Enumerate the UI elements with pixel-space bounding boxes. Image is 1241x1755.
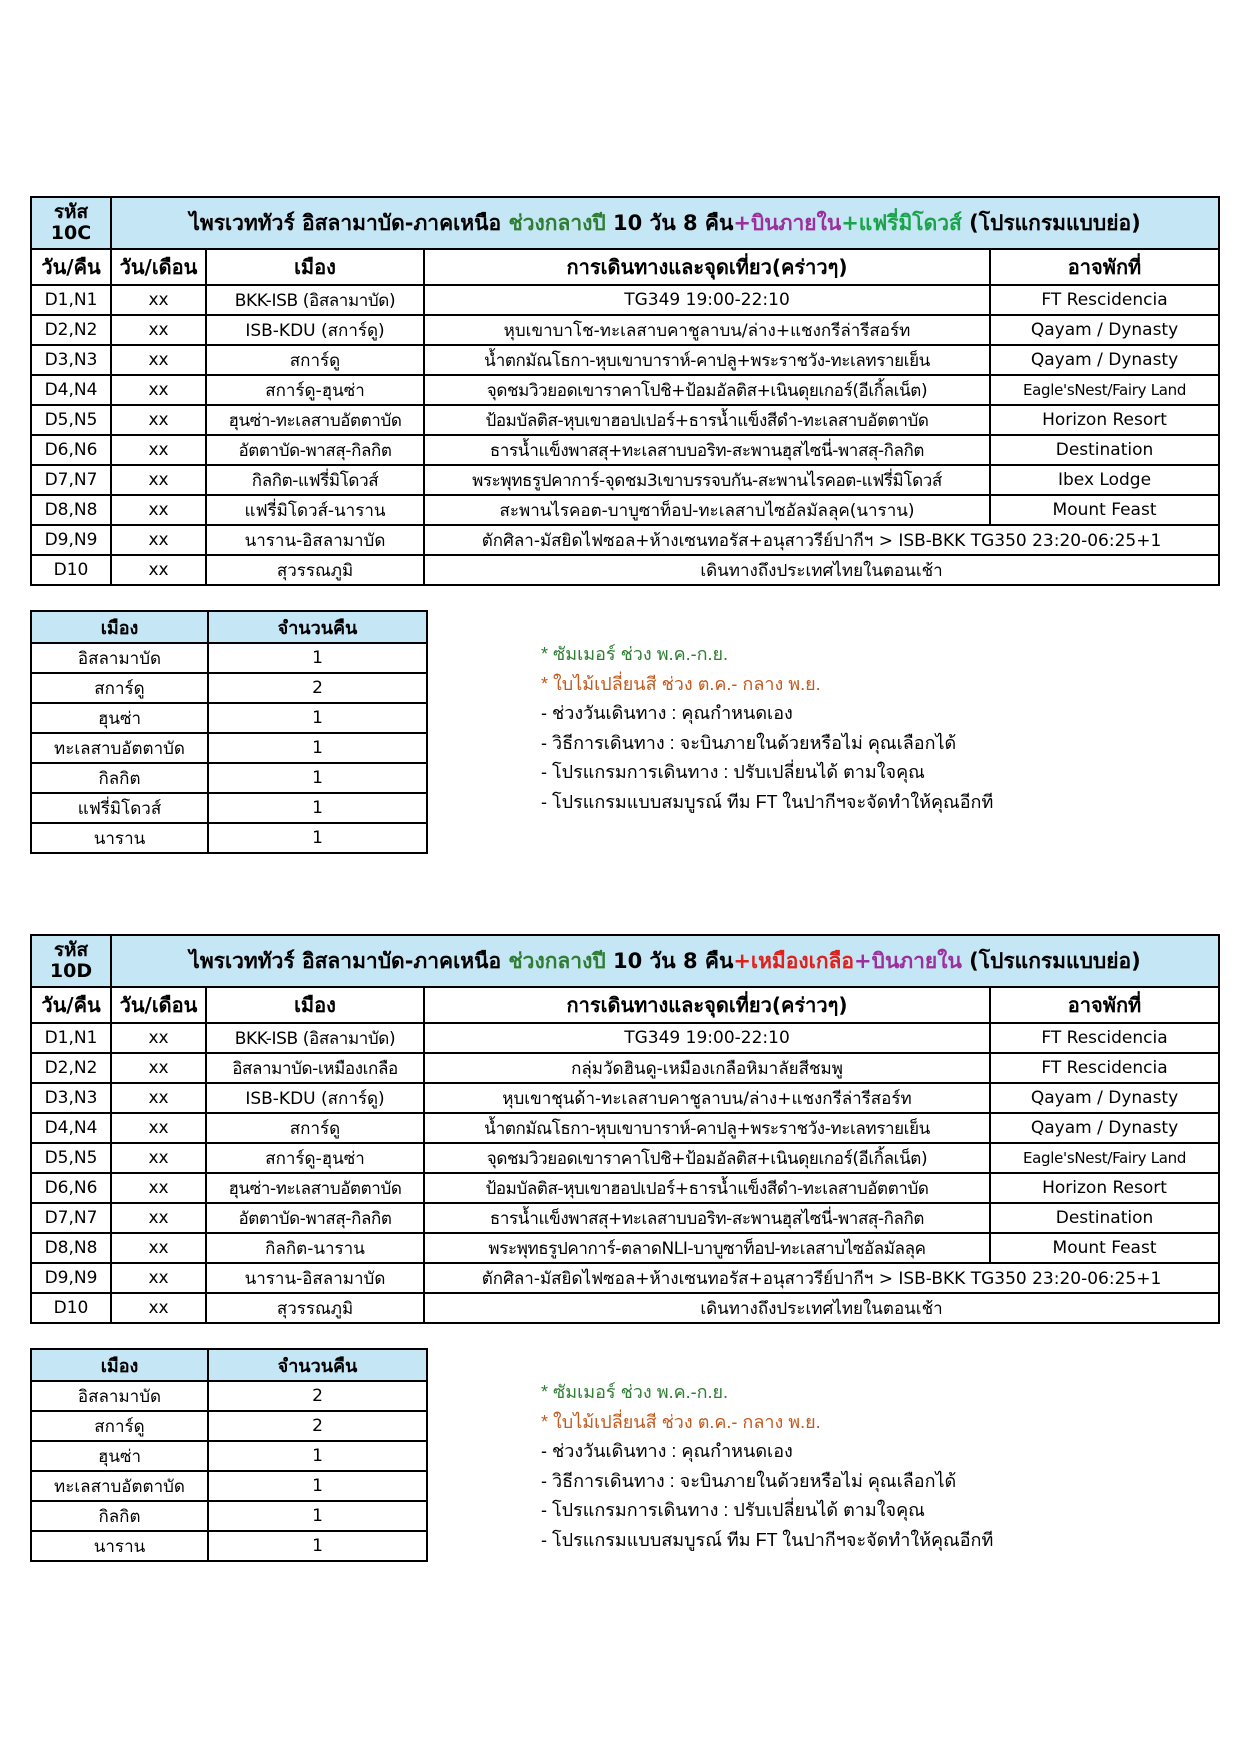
itinerary-row: [31, 285, 1219, 315]
nights-city-cell: อิสลามาบัด: [31, 643, 208, 673]
header-day-night: วัน/คืน: [31, 249, 111, 285]
code-label: รหัส: [53, 939, 89, 961]
plan-cell: กลุ่มวัดฮินดู-เหมืองเกลือหิมาลัยสีชมพู: [424, 1053, 990, 1083]
note-line: - โปรแกรมแบบสมบูรณ์ ทีม FT ในปากีฯจะจัดทำให้คุณอีกที: [541, 1529, 994, 1550]
hotel-cell: Destination: [990, 1203, 1219, 1233]
nights-city-cell: ฮุนซ่า: [31, 1441, 208, 1471]
date-cell: xx: [111, 1233, 206, 1263]
plan-cell: พระพุทธรูปคาการ์-จุดชม3เขาบรรจบกัน-สะพานไรคอต-แฟรี่มิโดวส์: [424, 465, 990, 495]
itinerary-row: [31, 345, 1219, 375]
program-notes: [541, 1378, 993, 1555]
plan-cell: ป้อมบัลติส-หุบเขาฮอปเปอร์+ธารน้ำแข็งสีดำ-ทะเลสาบอัตตาบัด: [424, 405, 990, 435]
date-cell: xx: [111, 1053, 206, 1083]
hotel-cell: Eagle'sNest/Fairy Land: [990, 375, 1219, 405]
date-cell: xx: [111, 1203, 206, 1233]
day-night-cell: D6,N6: [31, 1173, 111, 1203]
itinerary-row: [31, 405, 1219, 435]
date-cell: xx: [111, 555, 206, 585]
note-line: * ใบไม้เปลี่ยนสี ช่วง ต.ค.- กลาง พ.ย.: [541, 1411, 821, 1432]
nights-header-city: เมือง: [31, 1349, 208, 1381]
header-plan: การเดินทางและจุดเที่ยว(คร่าวๆ): [424, 987, 990, 1023]
header-hotel: อาจพักที่: [990, 987, 1219, 1023]
city-cell: ISB-KDU (สการ์ดู): [206, 1083, 424, 1113]
hotel-cell: FT Rescidencia: [990, 285, 1219, 315]
note-line: - โปรแกรมการเดินทาง : ปรับเปลี่ยนได้ ตามใจคุณ: [541, 762, 925, 782]
plan-cell: หุบเขาบาโช-ทะเลสาบคาชูลาบน/ล่าง+แชงกรีล่ารีสอร์ท: [424, 315, 990, 345]
nights-city-cell: นาราน: [31, 823, 208, 853]
program-code-cell: [31, 197, 111, 249]
nights-count-cell: 1: [208, 733, 427, 763]
nights-row: [31, 1531, 427, 1561]
day-night-cell: D10: [31, 1293, 111, 1323]
day-night-cell: D3,N3: [31, 345, 111, 375]
header-plan: การเดินทางและจุดเที่ยว(คร่าวๆ): [424, 249, 990, 285]
nights-header-row: [31, 611, 427, 643]
header-day-night: วัน/คืน: [31, 987, 111, 1023]
header-city: เมือง: [206, 249, 424, 285]
city-cell: สุวรรณภูมิ: [206, 555, 424, 585]
plan-cell: เดินทางถึงประเทศไทยในตอนเช้า: [424, 555, 1219, 585]
hotel-cell: Qayam / Dynasty: [990, 1113, 1219, 1143]
table-header-row: [31, 987, 1219, 1023]
title-addon-1: +เหมืองเกลือ: [733, 948, 855, 973]
note-line: - วิธีการเดินทาง : จะบินภายในด้วยหรือไม่ คุณเลือกได้: [541, 732, 957, 753]
city-cell: BKK-ISB (อิสลามาบัด): [206, 285, 424, 315]
note-line: - ช่วงวันเดินทาง : คุณกำหนดเอง: [541, 1441, 793, 1461]
plan-cell: TG349 19:00-22:10: [424, 1023, 990, 1053]
day-night-cell: D2,N2: [31, 315, 111, 345]
note-line: - โปรแกรมการเดินทาง : ปรับเปลี่ยนได้ ตามใจคุณ: [541, 1500, 925, 1520]
itinerary-row: [31, 375, 1219, 405]
day-night-cell: D5,N5: [31, 405, 111, 435]
itinerary-row: [31, 1233, 1219, 1263]
day-night-cell: D10: [31, 555, 111, 585]
date-cell: xx: [111, 1113, 206, 1143]
itinerary-row: [31, 495, 1219, 525]
hotel-cell: Mount Feast: [990, 1233, 1219, 1263]
city-cell: สการ์ดู-ฮุนซ่า: [206, 1143, 424, 1173]
header-city: เมือง: [206, 987, 424, 1023]
day-night-cell: D8,N8: [31, 495, 111, 525]
plan-cell: ธารน้ำแข็งพาสสุ+ทะเลสาบบอริท-สะพานฮุสไซนี่-พาสสุ-กิลกิต: [424, 1203, 990, 1233]
nights-table: [30, 1348, 428, 1562]
nights-row: [31, 763, 427, 793]
nights-header-count: จำนวนคืน: [208, 611, 427, 643]
city-cell: ISB-KDU (สการ์ดู): [206, 315, 424, 345]
city-cell: สการ์ดู: [206, 345, 424, 375]
nights-city-cell: กิลกิต: [31, 1501, 208, 1531]
itinerary-row: [31, 435, 1219, 465]
title-duration: 10 วัน 8 คืน: [605, 948, 734, 973]
itinerary-table: [30, 934, 1220, 1324]
date-cell: xx: [111, 465, 206, 495]
hotel-cell: FT Rescidencia: [990, 1023, 1219, 1053]
program-code-cell: [31, 935, 111, 987]
hotel-cell: Mount Feast: [990, 495, 1219, 525]
title-season: ช่วงกลางปี: [508, 948, 606, 973]
title-duration: 10 วัน 8 คืน: [605, 210, 734, 235]
plan-cell: จุดชมวิวยอดเขาราคาโปชิ+ป้อมอัลติส+เนินดุยเกอร์(อีเกิ้ลเน็ต): [424, 1143, 990, 1173]
header-date: วัน/เดือน: [111, 249, 206, 285]
nights-city-cell: ฮุนซ่า: [31, 703, 208, 733]
nights-city-cell: ทะเลสาบอัตตาบัด: [31, 733, 208, 763]
title-season: ช่วงกลางปี: [508, 210, 606, 235]
date-cell: xx: [111, 315, 206, 345]
nights-row: [31, 1381, 427, 1411]
city-cell: แฟรี่มิโดวส์-นาราน: [206, 495, 424, 525]
title-main: ไพรเวททัวร์ อิสลามาบัด-ภาคเหนือ: [189, 948, 509, 973]
hotel-cell: Qayam / Dynasty: [990, 1083, 1219, 1113]
day-night-cell: D7,N7: [31, 1203, 111, 1233]
nights-count-cell: 1: [208, 1501, 427, 1531]
day-night-cell: D7,N7: [31, 465, 111, 495]
plan-cell: เดินทางถึงประเทศไทยในตอนเช้า: [424, 1293, 1219, 1323]
itinerary-row: [31, 1293, 1219, 1323]
nights-row: [31, 1441, 427, 1471]
program-notes: [541, 640, 993, 817]
city-cell: ฮุนซ่า-ทะเลสาบอัตตาบัด: [206, 405, 424, 435]
header-hotel: อาจพักที่: [990, 249, 1219, 285]
itinerary-row: [31, 555, 1219, 585]
nights-row: [31, 673, 427, 703]
nights-city-cell: สการ์ดู: [31, 1411, 208, 1441]
nights-count-cell: 1: [208, 703, 427, 733]
day-night-cell: D2,N2: [31, 1053, 111, 1083]
nights-count-cell: 1: [208, 1471, 427, 1501]
city-cell: ฮุนซ่า-ทะเลสาบอัตตาบัด: [206, 1173, 424, 1203]
plan-cell: ตักศิลา-มัสยิดไฟซอล+ห้างเซนทอรัส+อนุสาวรีย์ปากีฯ > ISB-BKK TG350 23:20-06:25+1: [424, 1263, 1219, 1293]
date-cell: xx: [111, 1263, 206, 1293]
note-line: * ใบไม้เปลี่ยนสี ช่วง ต.ค.- กลาง พ.ย.: [541, 673, 821, 694]
itinerary-row: [31, 1053, 1219, 1083]
date-cell: xx: [111, 345, 206, 375]
nights-header-count: จำนวนคืน: [208, 1349, 427, 1381]
nights-city-cell: แฟรี่มิโดวส์: [31, 793, 208, 823]
city-cell: กิลกิต-แฟรี่มิโดวส์: [206, 465, 424, 495]
plan-cell: TG349 19:00-22:10: [424, 285, 990, 315]
city-cell: นาราน-อิสลามาบัด: [206, 1263, 424, 1293]
plan-cell: สะพานไรคอต-บาบูซาท็อป-ทะเลสาบไซอัลมัลลุค(นาราน): [424, 495, 990, 525]
plan-cell: จุดชมวิวยอดเขาราคาโปชิ+ป้อมอัลติส+เนินดุยเกอร์(อีเกิ้ลเน็ต): [424, 375, 990, 405]
nights-city-cell: อิสลามาบัด: [31, 1381, 208, 1411]
day-night-cell: D4,N4: [31, 375, 111, 405]
note-line: * ซัมเมอร์ ช่วง พ.ค.-ก.ย.: [541, 644, 729, 664]
city-cell: อิสลามาบัด-เหมืองเกลือ: [206, 1053, 424, 1083]
note-line: - วิธีการเดินทาง : จะบินภายในด้วยหรือไม่ คุณเลือกได้: [541, 1470, 957, 1491]
city-cell: อัตตาบัด-พาสสุ-กิลกิต: [206, 1203, 424, 1233]
note-line: - ช่วงวันเดินทาง : คุณกำหนดเอง: [541, 703, 793, 723]
city-cell: สการ์ดู-ฮุนซ่า: [206, 375, 424, 405]
day-night-cell: D8,N8: [31, 1233, 111, 1263]
day-night-cell: D5,N5: [31, 1143, 111, 1173]
nights-count-cell: 1: [208, 1531, 427, 1561]
title-main: ไพรเวททัวร์ อิสลามาบัด-ภาคเหนือ: [189, 210, 509, 235]
day-night-cell: D1,N1: [31, 285, 111, 315]
itinerary-row: [31, 465, 1219, 495]
nights-count-cell: 1: [208, 763, 427, 793]
plan-cell: น้ำตกมัณโธกา-หุบเขาบาราห์-คาปลู+พระราชวัง-ทะเลทรายเย็น: [424, 1113, 990, 1143]
nights-header-row: [31, 1349, 427, 1381]
date-cell: xx: [111, 495, 206, 525]
plan-cell: พระพุทธรูปคาการ์-ตลาดNLI-บาบูซาท็อป-ทะเลสาบไซอัลมัลลุค: [424, 1233, 990, 1263]
day-night-cell: D9,N9: [31, 1263, 111, 1293]
hotel-cell: Ibex Lodge: [990, 465, 1219, 495]
program-code: 10C: [50, 222, 92, 244]
title-suffix: (โปรแกรมแบบย่อ): [961, 210, 1141, 235]
itinerary-row: [31, 1083, 1219, 1113]
city-cell: BKK-ISB (อิสลามาบัด): [206, 1023, 424, 1053]
itinerary-row: [31, 1263, 1219, 1293]
title-suffix: (โปรแกรมแบบย่อ): [961, 948, 1141, 973]
note-line: - โปรแกรมแบบสมบูรณ์ ทีม FT ในปากีฯจะจัดทำให้คุณอีกที: [541, 791, 994, 812]
hotel-cell: Eagle'sNest/Fairy Land: [990, 1143, 1219, 1173]
day-night-cell: D9,N9: [31, 525, 111, 555]
itinerary-row: [31, 1203, 1219, 1233]
itinerary-row: [31, 1023, 1219, 1053]
itinerary-row: [31, 315, 1219, 345]
nights-city-cell: สการ์ดู: [31, 673, 208, 703]
date-cell: xx: [111, 1023, 206, 1053]
program-title: [111, 197, 1219, 249]
day-night-cell: D1,N1: [31, 1023, 111, 1053]
title-addon-2: +แฟรี่มิโดวส์: [841, 210, 962, 235]
hotel-cell: Destination: [990, 435, 1219, 465]
hotel-cell: FT Rescidencia: [990, 1053, 1219, 1083]
itinerary-row: [31, 1113, 1219, 1143]
nights-count-cell: 1: [208, 1441, 427, 1471]
date-cell: xx: [111, 1143, 206, 1173]
header-date: วัน/เดือน: [111, 987, 206, 1023]
plan-cell: น้ำตกมัณโธกา-หุบเขาบาราห์-คาปลู+พระราชวัง-ทะเลทรายเย็น: [424, 345, 990, 375]
city-cell: สุวรรณภูมิ: [206, 1293, 424, 1323]
nights-row: [31, 733, 427, 763]
nights-row: [31, 793, 427, 823]
date-cell: xx: [111, 285, 206, 315]
nights-count-cell: 1: [208, 793, 427, 823]
date-cell: xx: [111, 405, 206, 435]
nights-row: [31, 643, 427, 673]
program-title: [111, 935, 1219, 987]
nights-city-cell: ทะเลสาบอัตตาบัด: [31, 1471, 208, 1501]
plan-cell: ตักศิลา-มัสยิดไฟซอล+ห้างเซนทอรัส+อนุสาวรีย์ปากีฯ > ISB-BKK TG350 23:20-06:25+1: [424, 525, 1219, 555]
note-line: * ซัมเมอร์ ช่วง พ.ค.-ก.ย.: [541, 1382, 729, 1402]
day-night-cell: D6,N6: [31, 435, 111, 465]
hotel-cell: Qayam / Dynasty: [990, 345, 1219, 375]
program-code: 10D: [49, 960, 93, 982]
nights-table: [30, 610, 428, 854]
nights-count-cell: 1: [208, 823, 427, 853]
itinerary-row: [31, 1143, 1219, 1173]
itinerary-row: [31, 1173, 1219, 1203]
plan-cell: หุบเขาชุนด้า-ทะเลสาบคาชูลาบน/ล่าง+แชงกรีล่ารีสอร์ท: [424, 1083, 990, 1113]
date-cell: xx: [111, 1173, 206, 1203]
plan-cell: ธารน้ำแข็งพาสสุ+ทะเลสาบบอริท-สะพานฮุสไซนี่-พาสสุ-กิลกิต: [424, 435, 990, 465]
itinerary-row: [31, 525, 1219, 555]
plan-cell: ป้อมบัลติส-หุบเขาฮอปเปอร์+ธารน้ำแข็งสีดำ-ทะเลสาบอัตตาบัด: [424, 1173, 990, 1203]
city-cell: กิลกิต-นาราน: [206, 1233, 424, 1263]
table-header-row: [31, 249, 1219, 285]
date-cell: xx: [111, 1293, 206, 1323]
date-cell: xx: [111, 375, 206, 405]
day-night-cell: D4,N4: [31, 1113, 111, 1143]
nights-row: [31, 1471, 427, 1501]
date-cell: xx: [111, 525, 206, 555]
hotel-cell: Horizon Resort: [990, 1173, 1219, 1203]
nights-count-cell: 2: [208, 1411, 427, 1441]
title-addon-1: +บินภายใน: [733, 210, 842, 235]
code-label: รหัส: [53, 201, 89, 223]
nights-city-cell: นาราน: [31, 1531, 208, 1561]
title-addon-2: +บินภายใน: [854, 948, 962, 973]
nights-row: [31, 823, 427, 853]
hotel-cell: Horizon Resort: [990, 405, 1219, 435]
date-cell: xx: [111, 1083, 206, 1113]
day-night-cell: D3,N3: [31, 1083, 111, 1113]
nights-row: [31, 1501, 427, 1531]
hotel-cell: Qayam / Dynasty: [990, 315, 1219, 345]
itinerary-table: [30, 196, 1220, 586]
nights-city-cell: กิลกิต: [31, 763, 208, 793]
nights-count-cell: 2: [208, 673, 427, 703]
city-cell: นาราน-อิสลามาบัด: [206, 525, 424, 555]
date-cell: xx: [111, 435, 206, 465]
nights-row: [31, 1411, 427, 1441]
city-cell: อัตตาบัด-พาสสุ-กิลกิต: [206, 435, 424, 465]
nights-count-cell: 2: [208, 1381, 427, 1411]
city-cell: สการ์ดู: [206, 1113, 424, 1143]
nights-row: [31, 703, 427, 733]
nights-count-cell: 1: [208, 643, 427, 673]
nights-header-city: เมือง: [31, 611, 208, 643]
